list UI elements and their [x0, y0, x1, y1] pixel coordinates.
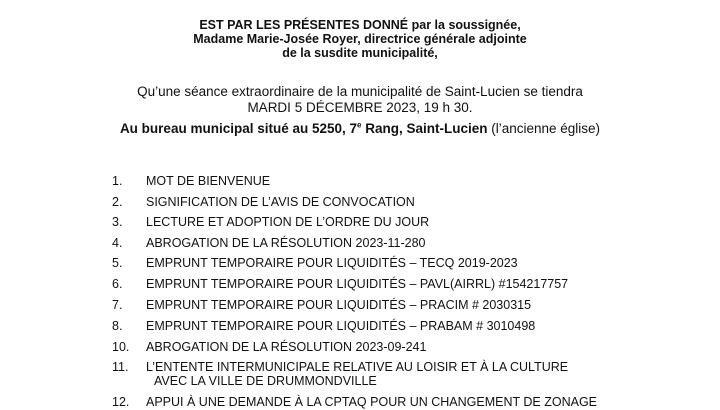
agenda-item-number: 12.: [112, 395, 130, 409]
location-note: (l’ancienne église): [487, 121, 601, 136]
agenda-item-text: EMPRUNT TEMPORAIRE POUR LIQUIDITÉS – TECQ 2019-2023: [146, 256, 518, 270]
agenda-item-text: ABROGATION DE LA RÉSOLUTION 2023-09-241: [146, 340, 427, 354]
location-bold-part-a: Au bureau municipal situé au 5250, 7: [119, 121, 358, 136]
agenda-item-number: 10.: [112, 340, 130, 354]
agenda-item-number: 5.: [112, 256, 123, 270]
agenda-item-text: LECTURE ET ADOPTION DE L’ORDRE DU JOUR: [146, 215, 430, 229]
agenda-item-number: 6.: [112, 277, 123, 291]
notice-header-line-3: de la susdite municipalité,: [282, 46, 438, 60]
agenda-item-number: 2.: [112, 195, 123, 209]
notice-header-line-2: Madame Marie-Josée Royer, directrice générale adjointe: [193, 32, 527, 46]
agenda-item-number: 4.: [112, 236, 123, 250]
agenda-item-text: EMPRUNT TEMPORAIRE POUR LIQUIDITÉS – PRABAM # 3010498: [146, 319, 536, 333]
agenda-item-text: SIGNIFICATION DE L’AVIS DE CONVOCATION: [146, 195, 415, 209]
agenda-item-number: 3.: [112, 215, 123, 229]
agenda-item-text: L’ENTENTE INTERMUNICIPALE RELATIVE AU LOISIR ET À LA CULTURE: [146, 360, 569, 374]
agenda-item-text: ABROGATION DE LA RÉSOLUTION 2023-11-280: [146, 236, 426, 250]
agenda-item-text: APPUI À UNE DEMANDE À LA CPTAQ POUR UN CHANGEMENT DE ZONAGE: [146, 395, 598, 409]
notice-header-line-1: EST PAR LES PRÉSENTES DONNÉ par la soussignée,: [199, 18, 521, 32]
agenda-item-number: 1.: [112, 174, 123, 188]
agenda-item-number: 11.: [112, 360, 129, 374]
agenda-item-text: EMPRUNT TEMPORAIRE POUR LIQUIDITÉS – PAVL(AIRRL) #154217757: [146, 277, 569, 291]
meeting-announcement: Qu’une séance extraordinaire de la municipalité de Saint-Lucien se tiendra: [137, 84, 583, 99]
agenda-item-text-continued: AVEC LA VILLE DE DRUMMONDVILLE: [154, 374, 377, 388]
agenda-item-text: EMPRUNT TEMPORAIRE POUR LIQUIDITÉS – PRACIM # 2030315: [146, 298, 532, 312]
meeting-date: MARDI 5 DÉCEMBRE 2023, 19 h 30.: [247, 100, 473, 115]
location-ordinal-sup: e: [357, 120, 362, 130]
location-bold-part-b: Rang, Saint-Lucien: [361, 121, 488, 136]
agenda-item-text: MOT DE BIENVENUE: [146, 174, 271, 188]
agenda-item-number: 7.: [112, 298, 123, 312]
agenda-item-number: 8.: [112, 319, 123, 333]
